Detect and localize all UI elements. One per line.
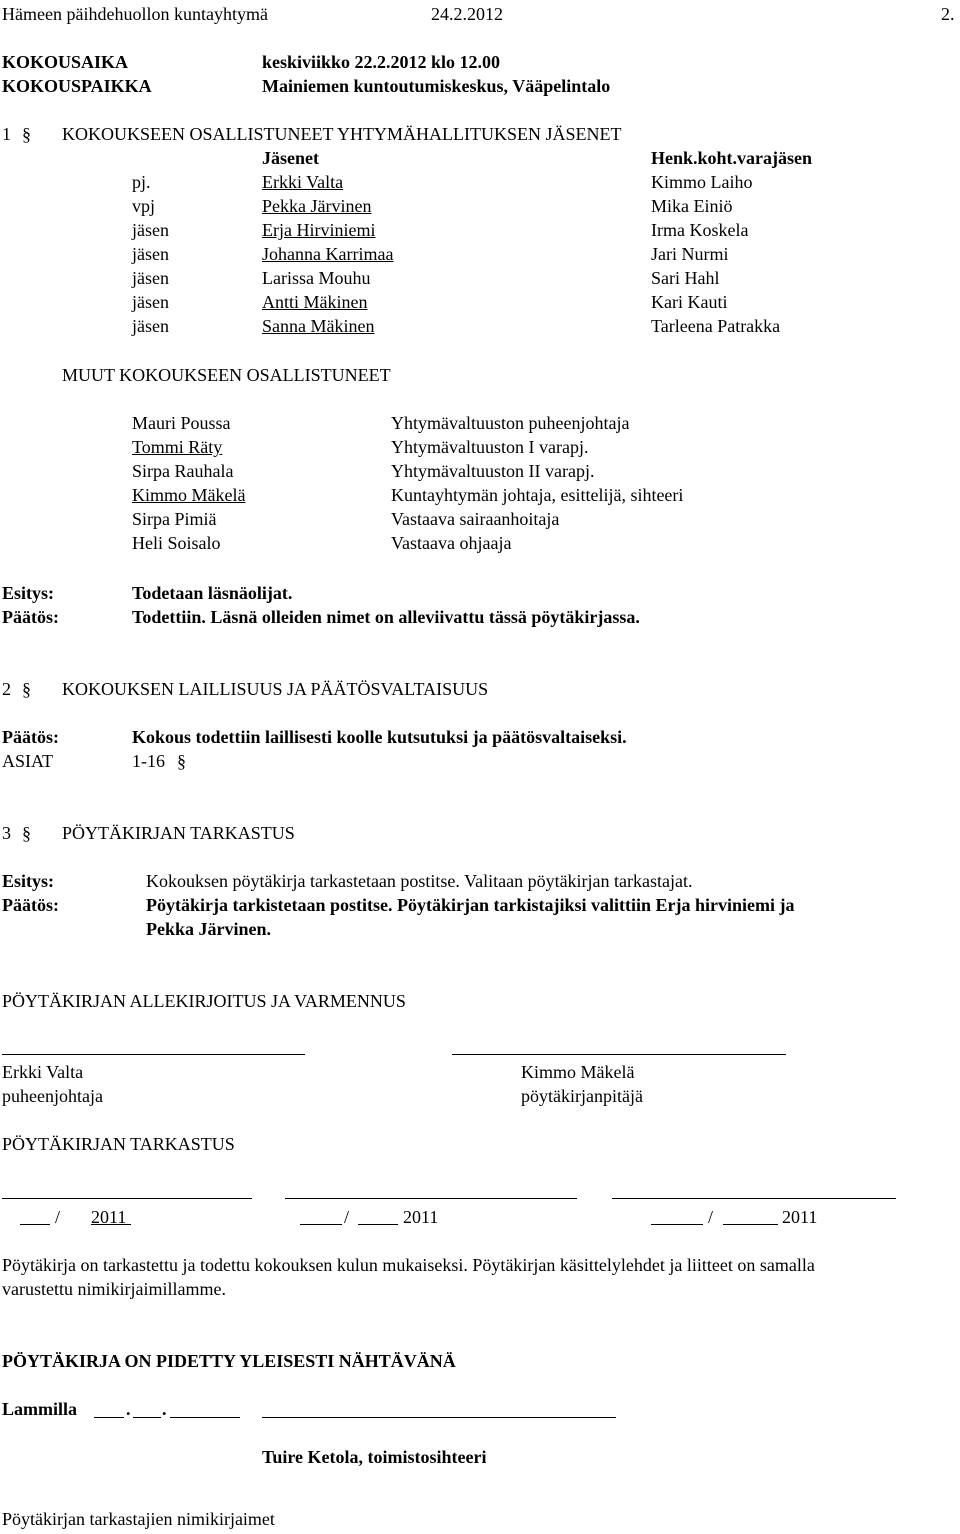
other-role: Kuntayhtymän johtaja, esittelijä, sihteeri — [391, 485, 684, 505]
signatures-title: PÖYTÄKIRJAN ALLEKIRJOITUS JA VARMENNUS — [2, 991, 406, 1011]
review-date-slash: / — [708, 1207, 714, 1227]
s3-section-mark: § — [22, 823, 31, 843]
member-name: Johanna Karrimaa — [262, 244, 394, 264]
review-date-slash: / — [55, 1207, 61, 1227]
review-date-blank — [300, 1224, 342, 1225]
other-role: Vastaava ohjaaja — [391, 533, 512, 553]
member-name: Erkki Valta — [262, 172, 344, 192]
signer-right-name: Kimmo Mäkelä — [521, 1062, 635, 1082]
s3-paatos-label: Päätös: — [2, 895, 59, 915]
asiat-value: 1-16 — [132, 751, 165, 771]
other-name: Sirpa Pimiä — [132, 509, 217, 529]
review-date-blank — [20, 1224, 50, 1225]
public-date-blank — [94, 1417, 124, 1418]
other-role: Vastaava sairaanhoitaja — [391, 509, 560, 529]
meeting-time-value: keskiviikko 22.2.2012 klo 12.00 — [262, 52, 501, 72]
public-signature-line — [262, 1417, 616, 1418]
signature-line-left — [2, 1054, 305, 1055]
s1-title: KOKOUKSEEN OSALLISTUNEET YHTYMÄHALLITUKSEN JÄSENET — [62, 124, 622, 144]
public-date-dot: . — [126, 1399, 131, 1419]
other-name: Mauri Poussa — [132, 413, 231, 433]
s3-esitys-text: Kokouksen pöytäkirja tarkastetaan postitse. Valitaan pöytäkirjan tarkastajat. — [146, 871, 693, 891]
member-role: jäsen — [132, 268, 169, 288]
s3-number: 3 — [2, 823, 11, 843]
s3-paatos-line2: Pekka Järvinen. — [146, 919, 272, 939]
asiat-label: ASIAT — [2, 751, 54, 771]
member-role: pj. — [132, 172, 151, 192]
member-name: Larissa Mouhu — [262, 268, 371, 288]
member-name: Erja Hirviniemi — [262, 220, 376, 240]
meeting-time-label: KOKOUSAIKA — [2, 52, 129, 72]
member-role: vpj — [132, 196, 156, 216]
header-date: 24.2.2012 — [431, 4, 503, 24]
member-name: Sanna Mäkinen — [262, 316, 375, 336]
review-sign-line-1 — [2, 1198, 252, 1199]
others-title: MUUT KOKOUKSEEN OSALLISTUNEET — [62, 365, 391, 385]
review-date-year: 2011 — [403, 1207, 439, 1227]
s1-esitys-label: Esitys: — [2, 583, 55, 603]
review-sign-line-2 — [285, 1198, 577, 1199]
member-deputy: Sari Hahl — [651, 268, 720, 288]
public-title: PÖYTÄKIRJA ON PIDETTY YLEISESTI NÄHTÄVÄNÄ — [2, 1351, 456, 1371]
review-title: PÖYTÄKIRJAN TARKASTUS — [2, 1134, 235, 1154]
review-date-blank — [651, 1224, 703, 1225]
member-role: jäsen — [132, 220, 169, 240]
review-date-year: 2011 — [782, 1207, 818, 1227]
review-text-line2: varustettu nimikirjaimillamme. — [2, 1279, 226, 1299]
member-deputy: Kari Kauti — [651, 292, 728, 312]
page-number: 2. — [941, 4, 955, 24]
public-signer: Tuire Ketola, toimistosihteeri — [262, 1447, 487, 1467]
member-deputy: Jari Nurmi — [651, 244, 729, 264]
meeting-place-value: Mainiemen kuntoutumiskeskus, Vääpelintalo — [262, 76, 611, 96]
s2-section-mark: § — [22, 679, 31, 699]
public-date-dot: . — [162, 1399, 167, 1419]
meeting-place-label: KOKOUSPAIKKA — [2, 76, 152, 96]
other-role: Yhtymävaltuuston puheenjohtaja — [391, 413, 630, 433]
member-deputy: Mika Einiö — [651, 196, 733, 216]
member-name: Antti Mäkinen — [262, 292, 368, 312]
review-text-line1: Pöytäkirja on tarkastettu ja todettu kokouksen kulun mukaiseksi. Pöytäkirjan käsittelylehdet ja liitteet on samalla — [2, 1255, 815, 1275]
col-members-header: Jäsenet — [262, 148, 319, 168]
s2-title: KOKOUKSEN LAILLISUUS JA PÄÄTÖSVALTAISUUS — [62, 679, 489, 699]
signer-right-role: pöytäkirjanpitäjä — [521, 1086, 643, 1106]
review-date-blank — [358, 1224, 398, 1225]
s2-number: 2 — [2, 679, 11, 699]
s3-esitys-label: Esitys: — [2, 871, 55, 891]
s1-paatos-text: Todettiin. Läsnä olleiden nimet on alleviivattu tässä pöytäkirjassa. — [132, 607, 640, 627]
other-name: Sirpa Rauhala — [132, 461, 234, 481]
s2-paatos-text: Kokous todettiin laillisesti koolle kutsutuksi ja päätösvaltaiseksi. — [132, 727, 627, 747]
member-deputy: Irma Koskela — [651, 220, 749, 240]
s3-title: PÖYTÄKIRJAN TARKASTUS — [62, 823, 295, 843]
member-role: jäsen — [132, 244, 169, 264]
review-date-year: 2011 — [91, 1207, 127, 1227]
review-sign-line-3 — [612, 1198, 896, 1199]
public-date-blank — [170, 1417, 240, 1418]
other-name: Tommi Räty — [132, 437, 223, 457]
signer-left-name: Erkki Valta — [2, 1062, 84, 1082]
member-role: jäsen — [132, 292, 169, 312]
signature-line-right — [452, 1054, 786, 1055]
member-deputy: Tarleena Patrakka — [651, 316, 781, 336]
org-name: Hämeen päihdehuollon kuntayhtymä — [2, 4, 268, 24]
asiat-section-mark: § — [177, 751, 186, 771]
s1-number: 1 — [2, 124, 11, 144]
other-name: Heli Soisalo — [132, 533, 221, 553]
signer-left-role: puheenjohtaja — [2, 1086, 103, 1106]
s1-paatos-label: Päätös: — [2, 607, 59, 627]
review-date-slash: / — [344, 1207, 350, 1227]
public-place: Lammilla — [2, 1399, 77, 1419]
s1-section-mark: § — [22, 124, 31, 144]
public-date-blank — [133, 1417, 161, 1418]
s3-paatos-line1: Pöytäkirja tarkistetaan postitse. Pöytäkirjan tarkistajiksi valittiin Erja hirviniemi ja — [146, 895, 795, 915]
other-name: Kimmo Mäkelä — [132, 485, 246, 505]
footer-initials: Pöytäkirjan tarkastajien nimikirjaimet — [2, 1509, 275, 1529]
review-date-blank — [723, 1224, 778, 1225]
s1-esitys-text: Todetaan läsnäolijat. — [132, 583, 293, 603]
member-deputy: Kimmo Laiho — [651, 172, 753, 192]
other-role: Yhtymävaltuuston II varapj. — [391, 461, 595, 481]
col-deputies-header: Henk.koht.varajäsen — [651, 148, 813, 168]
s2-paatos-label: Päätös: — [2, 727, 59, 747]
other-role: Yhtymävaltuuston I varapj. — [391, 437, 589, 457]
member-name: Pekka Järvinen — [262, 196, 372, 216]
member-role: jäsen — [132, 316, 169, 336]
